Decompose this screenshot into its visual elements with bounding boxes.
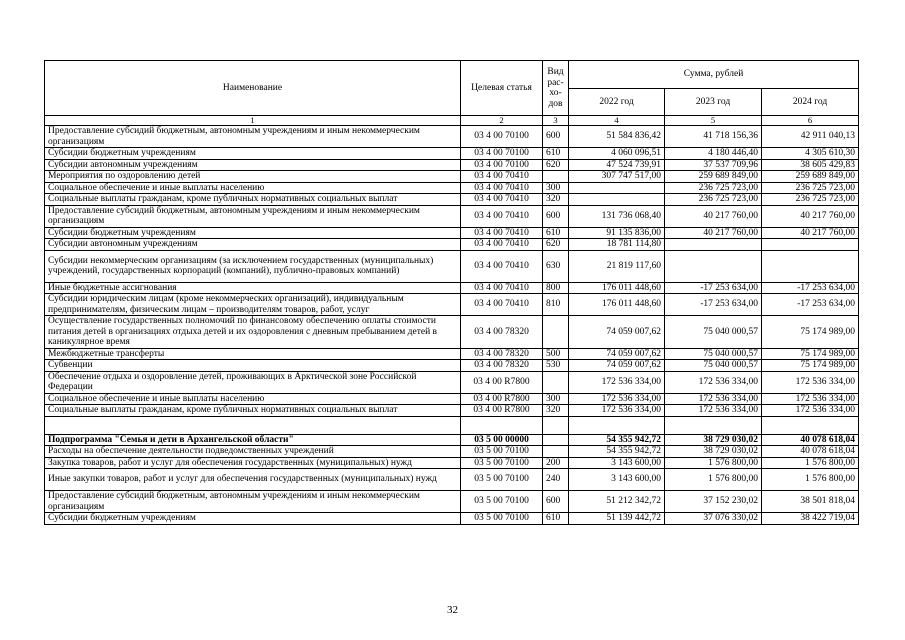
row-value-2022: 4 060 096,51 (569, 148, 665, 160)
row-vid: 600 (543, 205, 569, 227)
table-row (45, 205, 859, 227)
row-vid (543, 416, 569, 434)
row-vid: 500 (543, 348, 569, 360)
row-value-2022: 307 747 517,00 (569, 171, 665, 183)
table-row (45, 250, 859, 282)
row-name: Субсидии бюджетным учреждениям (45, 513, 461, 525)
row-value-2022: 74 059 007,62 (569, 348, 665, 360)
row-value-2022: 54 355 942,72 (569, 446, 665, 458)
row-vid (543, 171, 569, 183)
row-value-2024: 1 576 800,00 (762, 469, 859, 491)
row-value-2023: 172 536 334,00 (665, 405, 762, 417)
row-name: Подпрограмма "Семья и дети в Архангельской области" (45, 434, 461, 446)
table-row (45, 393, 859, 405)
row-vid: 630 (543, 250, 569, 282)
row-code: 03 4 00 70410 (461, 194, 543, 206)
row-vid (543, 371, 569, 393)
row-name: Закупка товаров, работ и услуг для обеспечения государственных (муниципальных) нужд (45, 457, 461, 469)
table-row (45, 434, 859, 446)
row-name: Обеспечение отдыха и оздоровление детей, проживающих в Арктической зоне Российской Федерации (45, 371, 461, 393)
row-code: 03 5 00 70100 (461, 457, 543, 469)
row-value-2024: 236 725 723,00 (762, 182, 859, 194)
row-value-2024: 172 536 334,00 (762, 371, 859, 393)
row-vid (543, 434, 569, 446)
row-value-2024: 75 174 989,00 (762, 348, 859, 360)
row-name: Субсидии некоммерческим организациям (за исключением государственных (муниципальных) учреждений, государственных корпораций (компаний), публично-правовых компаний) (45, 250, 461, 282)
col-num-3: 3 (543, 116, 569, 126)
row-vid: 800 (543, 282, 569, 294)
row-name: Мероприятия по оздоровлению детей (45, 171, 461, 183)
row-vid: 200 (543, 457, 569, 469)
table-row (45, 171, 859, 183)
row-code: 03 4 00 R7800 (461, 393, 543, 405)
row-code: 03 4 00 70410 (461, 282, 543, 294)
row-vid: 300 (543, 182, 569, 194)
row-value-2024: -17 253 634,00 (762, 294, 859, 316)
row-name: Социальное обеспечение и иные выплаты населению (45, 393, 461, 405)
table-row (45, 491, 859, 513)
table-row (45, 294, 859, 316)
row-code: 03 4 00 78320 (461, 316, 543, 349)
row-name (45, 416, 461, 434)
row-value-2024: 75 174 989,00 (762, 360, 859, 372)
row-value-2023: 259 689 849,00 (665, 171, 762, 183)
row-value-2022: 74 059 007,62 (569, 316, 665, 349)
page-number: 32 (447, 604, 458, 616)
row-value-2022: 18 781 114,80 (569, 239, 665, 251)
table-row (45, 126, 859, 148)
row-vid: 600 (543, 126, 569, 148)
row-value-2023: 38 729 030,02 (665, 446, 762, 458)
row-value-2024: 40 217 760,00 (762, 205, 859, 227)
row-name: Социальное обеспечение и иные выплаты населению (45, 182, 461, 194)
row-name: Субвенции (45, 360, 461, 372)
header-2023: 2023 год (665, 88, 762, 116)
row-code: 03 4 00 70100 (461, 159, 543, 171)
row-value-2024 (762, 250, 859, 282)
row-value-2024: 1 576 800,00 (762, 457, 859, 469)
row-value-2024: 38 605 429,83 (762, 159, 859, 171)
row-value-2023: 236 725 723,00 (665, 182, 762, 194)
row-value-2023: 40 217 760,00 (665, 227, 762, 239)
row-value-2022: 51 212 342,72 (569, 491, 665, 513)
row-value-2022: 47 524 739,91 (569, 159, 665, 171)
col-num-1: 1 (45, 116, 461, 126)
row-code: 03 4 00 70410 (461, 294, 543, 316)
budget-table (44, 60, 859, 525)
table-row (45, 469, 859, 491)
row-value-2023 (665, 250, 762, 282)
row-value-2024: 40 078 618,04 (762, 434, 859, 446)
row-name: Субсидии юридическим лицам (кроме некоммерческих организаций), индивидуальным предпринимателям, физическим лицам – производителям товаров, работ, услуг (45, 294, 461, 316)
table-row (45, 457, 859, 469)
row-value-2024: -17 253 634,00 (762, 282, 859, 294)
row-vid (543, 446, 569, 458)
row-name: Межбюджетные трансферты (45, 348, 461, 360)
row-value-2024: 4 305 610,30 (762, 148, 859, 160)
row-code: 03 4 00 R7800 (461, 405, 543, 417)
row-value-2023: 236 725 723,00 (665, 194, 762, 206)
row-name: Социальные выплаты гражданам, кроме публичных нормативных социальных выплат (45, 194, 461, 206)
row-code: 03 5 00 70100 (461, 446, 543, 458)
row-value-2022: 172 536 334,00 (569, 393, 665, 405)
row-vid: 320 (543, 405, 569, 417)
row-value-2023: 75 040 000,57 (665, 316, 762, 349)
row-value-2022: 172 536 334,00 (569, 371, 665, 393)
row-name: Расходы на обеспечение деятельности подведомственных учреждений (45, 446, 461, 458)
row-vid: 610 (543, 513, 569, 525)
row-code: 03 4 00 78320 (461, 348, 543, 360)
row-name: Иные бюджетные ассигнования (45, 282, 461, 294)
table-row (45, 316, 859, 349)
row-vid: 240 (543, 469, 569, 491)
row-value-2024 (762, 416, 859, 434)
table-body (45, 126, 859, 525)
row-vid: 610 (543, 148, 569, 160)
table-row (45, 239, 859, 251)
row-code: 03 5 00 70100 (461, 513, 543, 525)
row-value-2024 (762, 239, 859, 251)
header-code: Целевая статья (461, 61, 543, 116)
row-value-2022: 51 584 836,42 (569, 126, 665, 148)
row-value-2023: 37 076 330,02 (665, 513, 762, 525)
row-value-2022: 51 139 442,72 (569, 513, 665, 525)
row-vid: 620 (543, 239, 569, 251)
col-num-6: 6 (762, 116, 859, 126)
row-code: 03 4 00 70100 (461, 126, 543, 148)
row-value-2024: 259 689 849,00 (762, 171, 859, 183)
row-code: 03 4 00 R7800 (461, 371, 543, 393)
row-value-2023: 1 576 800,00 (665, 457, 762, 469)
row-value-2024: 40 217 760,00 (762, 227, 859, 239)
table-row (45, 513, 859, 525)
row-value-2022: 176 011 448,60 (569, 282, 665, 294)
row-vid: 810 (543, 294, 569, 316)
row-value-2022 (569, 182, 665, 194)
row-code: 03 4 00 70410 (461, 182, 543, 194)
row-value-2023: 172 536 334,00 (665, 371, 762, 393)
col-num-5: 5 (665, 116, 762, 126)
row-name: Социальные выплаты гражданам, кроме публичных нормативных социальных выплат (45, 405, 461, 417)
header-2022: 2022 год (569, 88, 665, 116)
table-row (45, 405, 859, 417)
row-name: Предоставление субсидий бюджетным, автономным учреждениям и иным некоммерческим организациям (45, 126, 461, 148)
row-value-2022: 131 736 068,40 (569, 205, 665, 227)
row-code: 03 4 00 78320 (461, 360, 543, 372)
row-value-2023: 38 729 030,02 (665, 434, 762, 446)
row-name: Иные закупки товаров, работ и услуг для обеспечения государственных (муниципальных) нужд (45, 469, 461, 491)
row-code: 03 4 00 70410 (461, 250, 543, 282)
row-value-2022: 54 355 942,72 (569, 434, 665, 446)
table-row (45, 282, 859, 294)
row-name: Предоставление субсидий бюджетным, автономным учреждениям и иным некоммерческим организациям (45, 205, 461, 227)
row-value-2022: 74 059 007,62 (569, 360, 665, 372)
row-value-2023: -17 253 634,00 (665, 282, 762, 294)
header-name: Наименование (45, 61, 461, 116)
row-value-2024: 236 725 723,00 (762, 194, 859, 206)
row-value-2024: 42 911 040,13 (762, 126, 859, 148)
row-value-2024: 75 174 989,00 (762, 316, 859, 349)
table-row (45, 416, 859, 434)
table-row (45, 182, 859, 194)
row-vid: 610 (543, 227, 569, 239)
row-value-2023: 37 152 230,02 (665, 491, 762, 513)
row-value-2024: 38 501 818,04 (762, 491, 859, 513)
row-value-2024: 38 422 719,04 (762, 513, 859, 525)
col-num-2: 2 (461, 116, 543, 126)
row-code: 03 4 00 70410 (461, 205, 543, 227)
row-vid: 600 (543, 491, 569, 513)
table-row (45, 371, 859, 393)
row-name: Осуществление государственных полномочий по финансовому обеспечению оплаты стоимости питания детей в организациях отдыха детей и их оздоровления с дневным пребыванием детей в каникулярное время (45, 316, 461, 349)
row-value-2022 (569, 194, 665, 206)
row-value-2023 (665, 416, 762, 434)
row-name: Субсидии бюджетным учреждениям (45, 148, 461, 160)
row-value-2022: 3 143 600,00 (569, 457, 665, 469)
table-row (45, 148, 859, 160)
row-vid: 320 (543, 194, 569, 206)
row-code: 03 4 00 70410 (461, 171, 543, 183)
row-value-2023: 75 040 000,57 (665, 348, 762, 360)
table-row (45, 446, 859, 458)
row-vid (543, 316, 569, 349)
row-value-2023: 40 217 760,00 (665, 205, 762, 227)
row-value-2022: 21 819 117,60 (569, 250, 665, 282)
table-row (45, 348, 859, 360)
row-name: Предоставление субсидий бюджетным, автономным учреждениям и иным некоммерческим организациям (45, 491, 461, 513)
row-name: Субсидии автономным учреждениям (45, 239, 461, 251)
row-value-2022: 176 011 448,60 (569, 294, 665, 316)
row-value-2024: 172 536 334,00 (762, 393, 859, 405)
row-value-2022: 3 143 600,00 (569, 469, 665, 491)
row-value-2023: 172 536 334,00 (665, 393, 762, 405)
row-value-2023: 41 718 156,36 (665, 126, 762, 148)
row-vid: 620 (543, 159, 569, 171)
header-vid: Вид рас-хо-дов (543, 61, 569, 116)
row-code (461, 416, 543, 434)
row-vid: 530 (543, 360, 569, 372)
row-code: 03 4 00 70100 (461, 148, 543, 160)
col-num-4: 4 (569, 116, 665, 126)
row-vid: 300 (543, 393, 569, 405)
row-name: Субсидии автономным учреждениям (45, 159, 461, 171)
row-value-2023: 1 576 800,00 (665, 469, 762, 491)
row-value-2024: 40 078 618,04 (762, 446, 859, 458)
row-code: 03 4 00 70410 (461, 239, 543, 251)
row-value-2023: 75 040 000,57 (665, 360, 762, 372)
row-value-2022: 91 135 836,00 (569, 227, 665, 239)
row-code: 03 5 00 70100 (461, 469, 543, 491)
table-row (45, 227, 859, 239)
row-value-2023: 37 537 709,96 (665, 159, 762, 171)
row-value-2023: 4 180 446,40 (665, 148, 762, 160)
row-value-2023: -17 253 634,00 (665, 294, 762, 316)
table-row (45, 159, 859, 171)
row-value-2023 (665, 239, 762, 251)
row-name: Субсидии бюджетным учреждениям (45, 227, 461, 239)
row-value-2022 (569, 416, 665, 434)
row-code: 03 5 00 70100 (461, 491, 543, 513)
row-value-2022: 172 536 334,00 (569, 405, 665, 417)
header-sum: Сумма, рублей (569, 61, 859, 89)
header-2024: 2024 год (762, 88, 859, 116)
row-value-2024: 172 536 334,00 (762, 405, 859, 417)
table-row (45, 194, 859, 206)
table-row (45, 360, 859, 372)
row-code: 03 5 00 00000 (461, 434, 543, 446)
row-code: 03 4 00 70410 (461, 227, 543, 239)
